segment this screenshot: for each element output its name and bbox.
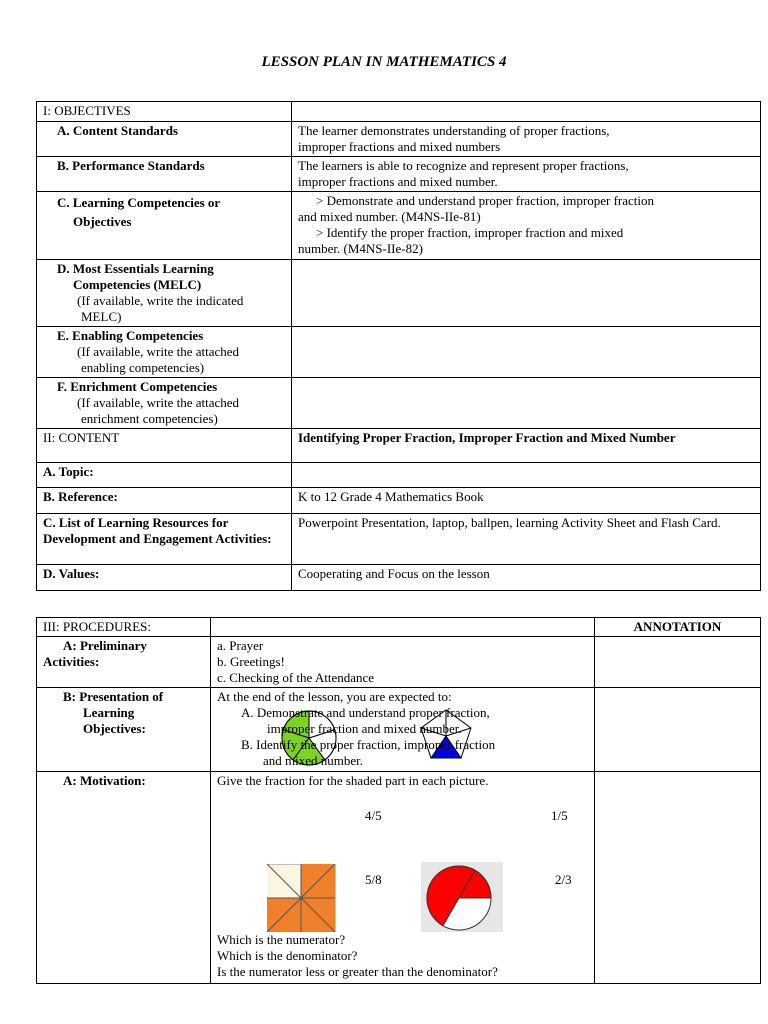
answer-label: 2/3 bbox=[555, 872, 572, 887]
list-item: a. Prayer bbox=[217, 638, 264, 653]
list-item: b. Greetings! bbox=[217, 654, 285, 669]
presentation-objectives: At the end of the lesson, you are expected to: A. Demonstrate and understand proper fraction, improper fraction and mixed number. B. Identify the proper fraction, improper fraction and mixed number. bbox=[211, 688, 595, 772]
learning-competencies-label: C. Learning Competencies or Objectives bbox=[37, 192, 292, 260]
list-item: c. Checking of the Attendance bbox=[217, 670, 375, 685]
orange-square-icon bbox=[267, 864, 339, 932]
reference-value: K to 12 Grade 4 Mathematics Book bbox=[292, 488, 761, 514]
enrichment-competencies-label: F. Enrichment Competencies (If available, write the attached enrichment competencies) bbox=[37, 378, 292, 429]
procedures-table bbox=[36, 617, 761, 984]
topic-label: A. Topic: bbox=[37, 463, 292, 488]
topic-value bbox=[292, 463, 761, 488]
content-standards-value: The learner demonstrates understanding of proper fractions, improper fractions and mixed numbers bbox=[292, 122, 761, 157]
objectives-header: I: OBJECTIVES bbox=[37, 102, 292, 122]
values-value: Cooperating and Focus on the lesson bbox=[292, 565, 761, 591]
motivation-content: Give the fraction for the shaded part in each picture. 4/5 1/5 5/8 2/3 Which is the numerator? Which is the denominator? Is the numerator less or greater than the denominator? bbox=[211, 772, 595, 984]
learning-competencies-value: > Demonstrate and understand proper fraction, improper fraction and mixed number. (M4NS-IIe-81) > Identify the proper fraction, improper fraction and mixed number. (M4NS-IIe-82) bbox=[292, 192, 761, 260]
melc-label: D. Most Essentials Learning Competencies (MELC) (If available, write the indicated MELC) bbox=[37, 260, 292, 327]
performance-standards-label: B. Performance Standards bbox=[37, 157, 292, 192]
motivation-label: A: Motivation: bbox=[37, 772, 211, 984]
values-label: D. Values: bbox=[37, 565, 292, 591]
answer-label: 1/5 bbox=[551, 808, 568, 823]
preliminary-items bbox=[211, 637, 595, 688]
page-title: LESSON PLAN IN MATHEMATICS 4 bbox=[261, 54, 507, 70]
presentation-label: B: Presentation of Learning Objectives: bbox=[37, 688, 211, 772]
reference-label: B. Reference: bbox=[37, 488, 292, 514]
annotation-header: ANNOTATION bbox=[595, 618, 761, 637]
red-pie-icon bbox=[421, 862, 505, 934]
enabling-competencies-label: E. Enabling Competencies (If available, write the attached enabling competencies) bbox=[37, 327, 292, 378]
resources-value: Powerpoint Presentation, laptop, ballpen, learning Activity Sheet and Flash Card. bbox=[292, 514, 761, 565]
preliminary-label: A: Preliminary Activities: bbox=[37, 637, 211, 688]
answer-label: 4/5 bbox=[365, 808, 382, 823]
answer-label: 5/8 bbox=[365, 872, 382, 887]
performance-standards-value: The learners is able to recognize and represent proper fractions, improper fractions and mixed number. bbox=[292, 157, 761, 192]
content-header: II: CONTENT bbox=[37, 429, 292, 463]
content-header-value: Identifying Proper Fraction, Improper Fraction and Mixed Number bbox=[292, 429, 761, 463]
objectives-content-table bbox=[36, 101, 761, 591]
procedures-header: III: PROCEDURES: bbox=[37, 618, 211, 637]
resources-label: C. List of Learning Resources for Development and Engagement Activities: bbox=[37, 514, 292, 565]
content-standards-label: A. Content Standards bbox=[37, 122, 292, 157]
